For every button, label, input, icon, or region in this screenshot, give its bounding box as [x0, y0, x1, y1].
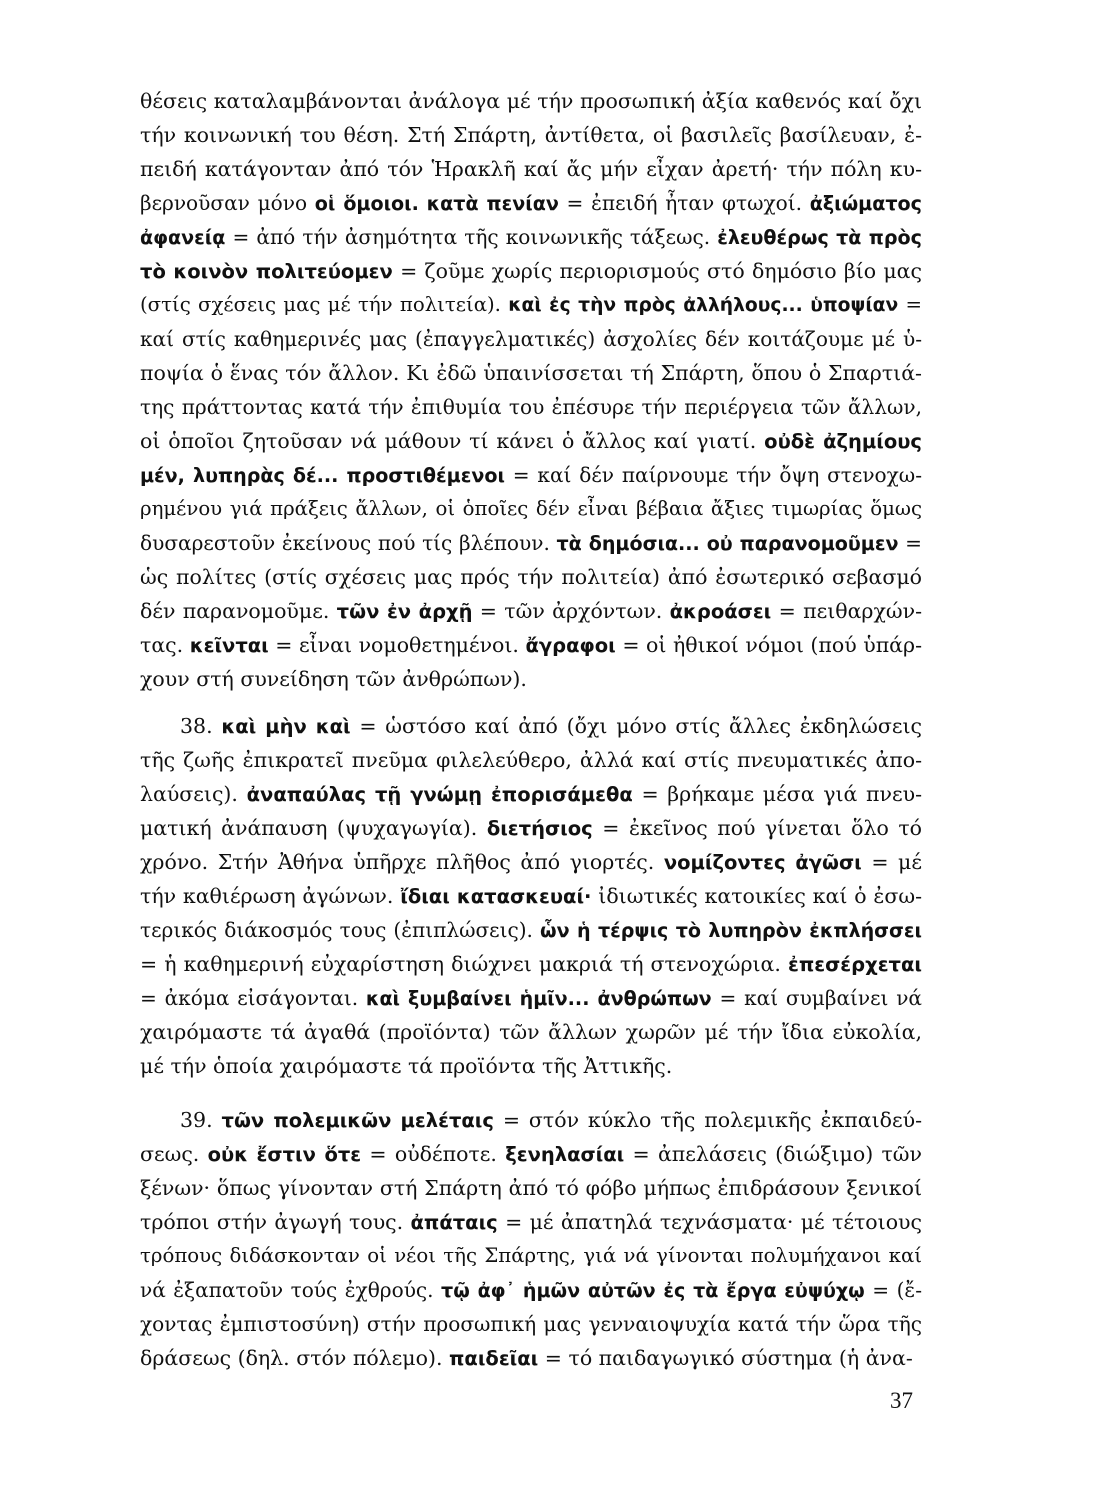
line-text: χουν στή συνείδηση τῶν ἀνθρώπων).	[140, 667, 527, 691]
text-line	[140, 1307, 922, 1341]
line-text: ματική ἀνάπαυση (ψυχαγωγία).	[140, 816, 487, 840]
text-line	[140, 84, 922, 118]
lemma-term: οὐκ ἔστιν ὅτε	[207, 1143, 362, 1166]
line-text: ὡς πολίτες (στίς σχέσεις μας πρός τήν πολιτεία) ἀπό ἐσωτερικό σεβασμό	[140, 565, 922, 589]
line-text: = (ἔ-	[864, 1278, 922, 1302]
line-text: τερικός διάκοσμός τους (ἐπιπλώσεις).	[140, 918, 541, 942]
line-text: λαύσεις).	[140, 782, 247, 806]
text-line	[140, 777, 922, 811]
lemma-term: καὶ ξυμβαίνει ἡμῖν... ἀνθρώπων	[365, 987, 712, 1010]
line-text: 38.	[180, 714, 222, 738]
line-text: χοντας ἐμπιστοσύνη) στήν προσωπική μας γενναιοψυχία κατά τήν ὥρα τῆς	[140, 1312, 922, 1336]
paragraph-38	[140, 709, 922, 1083]
text-line	[140, 458, 922, 492]
line-text: τρόπους διδάσκονταν οἱ νέοι τῆς Σπάρτης, γιά νά γίνονται πολυμήχανοι καί	[140, 1244, 922, 1267]
lemma-term: τὰ δημόσια... οὐ παρανομοῦμεν	[556, 532, 899, 555]
line-text: = ἐκεῖνος πού γίνεται ὅλο τό	[592, 816, 922, 840]
lemma-term: ἀφανείᾳ	[140, 226, 226, 249]
lemma-term: ξενηλασίαι	[505, 1143, 625, 1166]
text-line	[140, 662, 922, 696]
line-text: δέν παρανομοῦμε.	[140, 599, 337, 623]
text-line	[140, 492, 922, 526]
lemma-term: οὐδὲ ἀζημίους	[764, 430, 922, 453]
line-text: = βρήκαμε μέσα γιά πνευ-	[632, 782, 923, 806]
line-text: ξένων· ὅπως γίνονταν στή Σπάρτη ἀπό τό φόβο μήπως ἐπιδράσουν ξενικοί	[140, 1176, 922, 1200]
lemma-term: κατὰ πενίαν	[426, 192, 559, 215]
line-text: = στόν κύκλο τῆς πολεμικῆς ἐκπαιδεύ-	[493, 1108, 923, 1132]
line-text: =	[898, 531, 922, 555]
lemma-term: ἄγραφοι	[525, 634, 616, 657]
line-text: της πράττοντας κατά τήν ἐπιθυμία του ἐπέσυρε τήν περιέργεια τῶν ἄλλων,	[140, 395, 922, 419]
lemma-term: ἴδιαι κατασκευαί·	[400, 885, 592, 908]
lemma-term: τὸ κοινὸν πολιτεύομεν	[140, 260, 393, 283]
text-line	[140, 1137, 922, 1171]
line-text: χρόνο. Στήν Ἀθήνα ὑπῆρχε πλῆθος ἀπό γιορτές.	[140, 850, 664, 874]
line-text: δυσαρεστοῦν ἐκείνους πού τίς βλέπουν.	[140, 531, 557, 555]
text-line	[140, 526, 922, 560]
text-line	[140, 1103, 922, 1137]
line-text: τήν καθιέρωση ἀγώνων.	[140, 884, 401, 908]
lemma-term: ἀξιώματος	[809, 192, 922, 215]
lemma-term: νομίζοντες ἀγῶσι	[663, 851, 862, 874]
line-text: = ἡ καθημερινή εὐχαρίστηση διώχνει μακριά τή στενοχώρια.	[140, 952, 788, 976]
text-line	[140, 424, 922, 458]
lemma-term: κεῖνται	[189, 634, 269, 657]
lemma-term: ἀναπαύλας τῇ γνώμῃ ἐπορισάμεθα	[246, 783, 633, 806]
text-line	[140, 1273, 922, 1307]
text-line	[140, 152, 922, 186]
line-text: (στίς σχέσεις μας μέ τήν πολιτεία).	[140, 293, 509, 316]
line-text: = εἶναι νομοθετημένοι.	[268, 633, 526, 657]
text-line	[140, 254, 922, 288]
line-text: πειδή κατάγονταν ἀπό τόν Ἡρακλῆ καί ἄς μήν εἶχαν ἀρετή· τήν πόλη κυ-	[140, 157, 922, 181]
lemma-term: καὶ μὴν καὶ	[221, 715, 351, 738]
line-text: =	[898, 293, 922, 316]
lemma-term: ἀπάταις	[410, 1211, 498, 1234]
line-text: 39.	[180, 1108, 222, 1132]
line-text: = οἱ ἠθικοί νόμοι (πού ὑπάρ-	[615, 633, 922, 657]
line-text: = μέ	[861, 850, 922, 874]
text-line	[140, 709, 922, 743]
lemma-term: διετήσιος	[486, 817, 593, 840]
line-text: οἱ ὁποῖοι ζητοῦσαν νά μάθουν τί κάνει ὁ ἄλλος καί γιατί.	[140, 429, 765, 453]
lemma-term: μέν, λυπηρὰς δέ... προστιθέμενοι	[140, 464, 505, 487]
line-text: ρημένου γιά πράξεις ἄλλων, οἱ ὁποῖες δέν εἶναι βέβαια ἄξιες τιμωρίας ὅμως	[140, 497, 922, 520]
line-text: = ἀκόμα εἰσάγονται.	[140, 986, 366, 1010]
text-line	[140, 1341, 922, 1375]
text-line	[140, 743, 922, 777]
text-line	[140, 879, 922, 913]
text-line	[140, 628, 922, 662]
line-text: = ὡστόσο καί ἀπό (ὄχι μόνο στίς ἄλλες ἐκδηλώσεις	[350, 714, 922, 738]
lemma-term: ἀκροάσει	[669, 600, 772, 623]
lemma-term: οἱ ὅμοιοι.	[314, 192, 419, 215]
lemma-term: τῶν πολεμικῶν μελέταις	[221, 1109, 494, 1132]
text-line	[140, 913, 922, 947]
text-line	[140, 981, 922, 1015]
lemma-term: ἐλευθέρως τὰ πρὸς	[717, 226, 922, 249]
lemma-term: παιδεῖαι	[449, 1347, 539, 1370]
line-text: δράσεως (δηλ. στόν πόλεμο).	[140, 1346, 449, 1370]
line-text: = οὐδέποτε.	[361, 1142, 506, 1166]
lemma-term: καὶ ἐς τὴν πρὸς ἀλλήλους... ὑποψίαν	[508, 295, 899, 316]
line-text: τρόποι στήν ἀγωγή τους.	[140, 1210, 411, 1234]
paragraph-continued	[140, 84, 922, 696]
text-line	[140, 390, 922, 424]
text-line	[140, 1171, 922, 1205]
text-line	[140, 560, 922, 594]
line-text: χαιρόμαστε τά ἀγαθά (προϊόντα) τῶν ἄλλων χωρῶν μέ τήν ἴδια εὐκολία,	[140, 1020, 922, 1044]
text-line	[140, 356, 922, 390]
line-text: ἰδιωτικές κατοικίες καί ὁ ἐσω-	[591, 884, 922, 908]
line-text: = μέ ἀπατηλά τεχνάσματα· μέ τέτοιους	[497, 1210, 922, 1234]
text-line	[140, 220, 922, 254]
text-line	[140, 1239, 922, 1273]
paragraph-39	[140, 1103, 922, 1375]
line-text: = ζοῦμε χωρίς περιορισμούς στό δημόσιο βίο μας	[392, 259, 922, 283]
line-text: = καί συμβαίνει νά	[711, 986, 922, 1010]
line-text: = καί δέν παίρνουμε τήν ὄψη στενοχω-	[504, 463, 922, 487]
lemma-term: ἐπεσέρχεται	[787, 953, 922, 976]
text-line	[140, 288, 922, 322]
line-text: ποψία ὁ ἕνας τόν ἄλλον. Κι ἐδῶ ὑπαινίσσεται τή Σπάρτη, ὅπου ὁ Σπαρτιά-	[140, 361, 922, 385]
text-line	[140, 845, 922, 879]
line-text: σεως.	[140, 1142, 208, 1166]
line-text: = ἀπό τήν ἀσημότητα τῆς κοινωνικῆς τάξεως.	[225, 225, 718, 249]
line-text: τῆς ζωῆς ἐπικρατεῖ πνεῦμα φιλελεύθερο, ἀλλά καί στίς πνευματικές ἀπο-	[140, 748, 922, 772]
line-text	[419, 191, 427, 215]
line-text: = ἐπειδή ἦταν φτωχοί.	[558, 191, 810, 215]
text-line	[140, 118, 922, 152]
lemma-term: ὧν ἡ τέρψις τὸ λυπηρὸν ἐκπλήσσει	[540, 919, 922, 942]
text-line	[140, 186, 922, 220]
line-text: τας.	[140, 633, 190, 657]
text-line	[140, 322, 922, 356]
text-line	[140, 947, 922, 981]
lemma-term: τῶν ἐν ἀρχῇ	[336, 600, 473, 623]
line-text: βερνοῦσαν μόνο	[140, 191, 315, 215]
line-text: = τό παιδαγωγικό σύστημα (ἡ ἀνα-	[538, 1346, 913, 1370]
line-text: = τῶν ἀρχόντων.	[472, 599, 670, 623]
line-text: μέ τήν ὁποία χαιρόμαστε τά προϊόντα τῆς Ἀττικῆς.	[140, 1054, 673, 1078]
line-text: θέσεις καταλαμβάνονται ἀνάλογα μέ τήν προσωπική ἀξία καθενός καί ὄχι	[140, 89, 922, 113]
page-number: 37	[890, 1388, 913, 1413]
line-text: νά ἐξαπατοῦν τούς ἐχθρούς.	[140, 1278, 442, 1302]
text-line	[140, 1205, 922, 1239]
text-line	[140, 594, 922, 628]
line-text: = ἀπελάσεις (διώξιμο) τῶν	[624, 1142, 922, 1166]
line-text: τήν κοινωνική του θέση. Στή Σπάρτη, ἀντίθετα, οἱ βασιλεῖς βασίλευαν, ἐ-	[140, 123, 922, 147]
text-line	[140, 811, 922, 845]
text-line	[140, 1049, 922, 1083]
text-line	[140, 1015, 922, 1049]
lemma-term: τῷ ἀφ᾽ ἡμῶν αὐτῶν ἐς τὰ ἔργα εὐψύχῳ	[441, 1279, 865, 1302]
line-text: καί στίς καθημερινές μας (ἐπαγγελματικές) ἀσχολίες δέν κοιτάζουμε μέ ὑ-	[140, 327, 922, 351]
line-text: = πειθαρχών-	[771, 599, 922, 623]
